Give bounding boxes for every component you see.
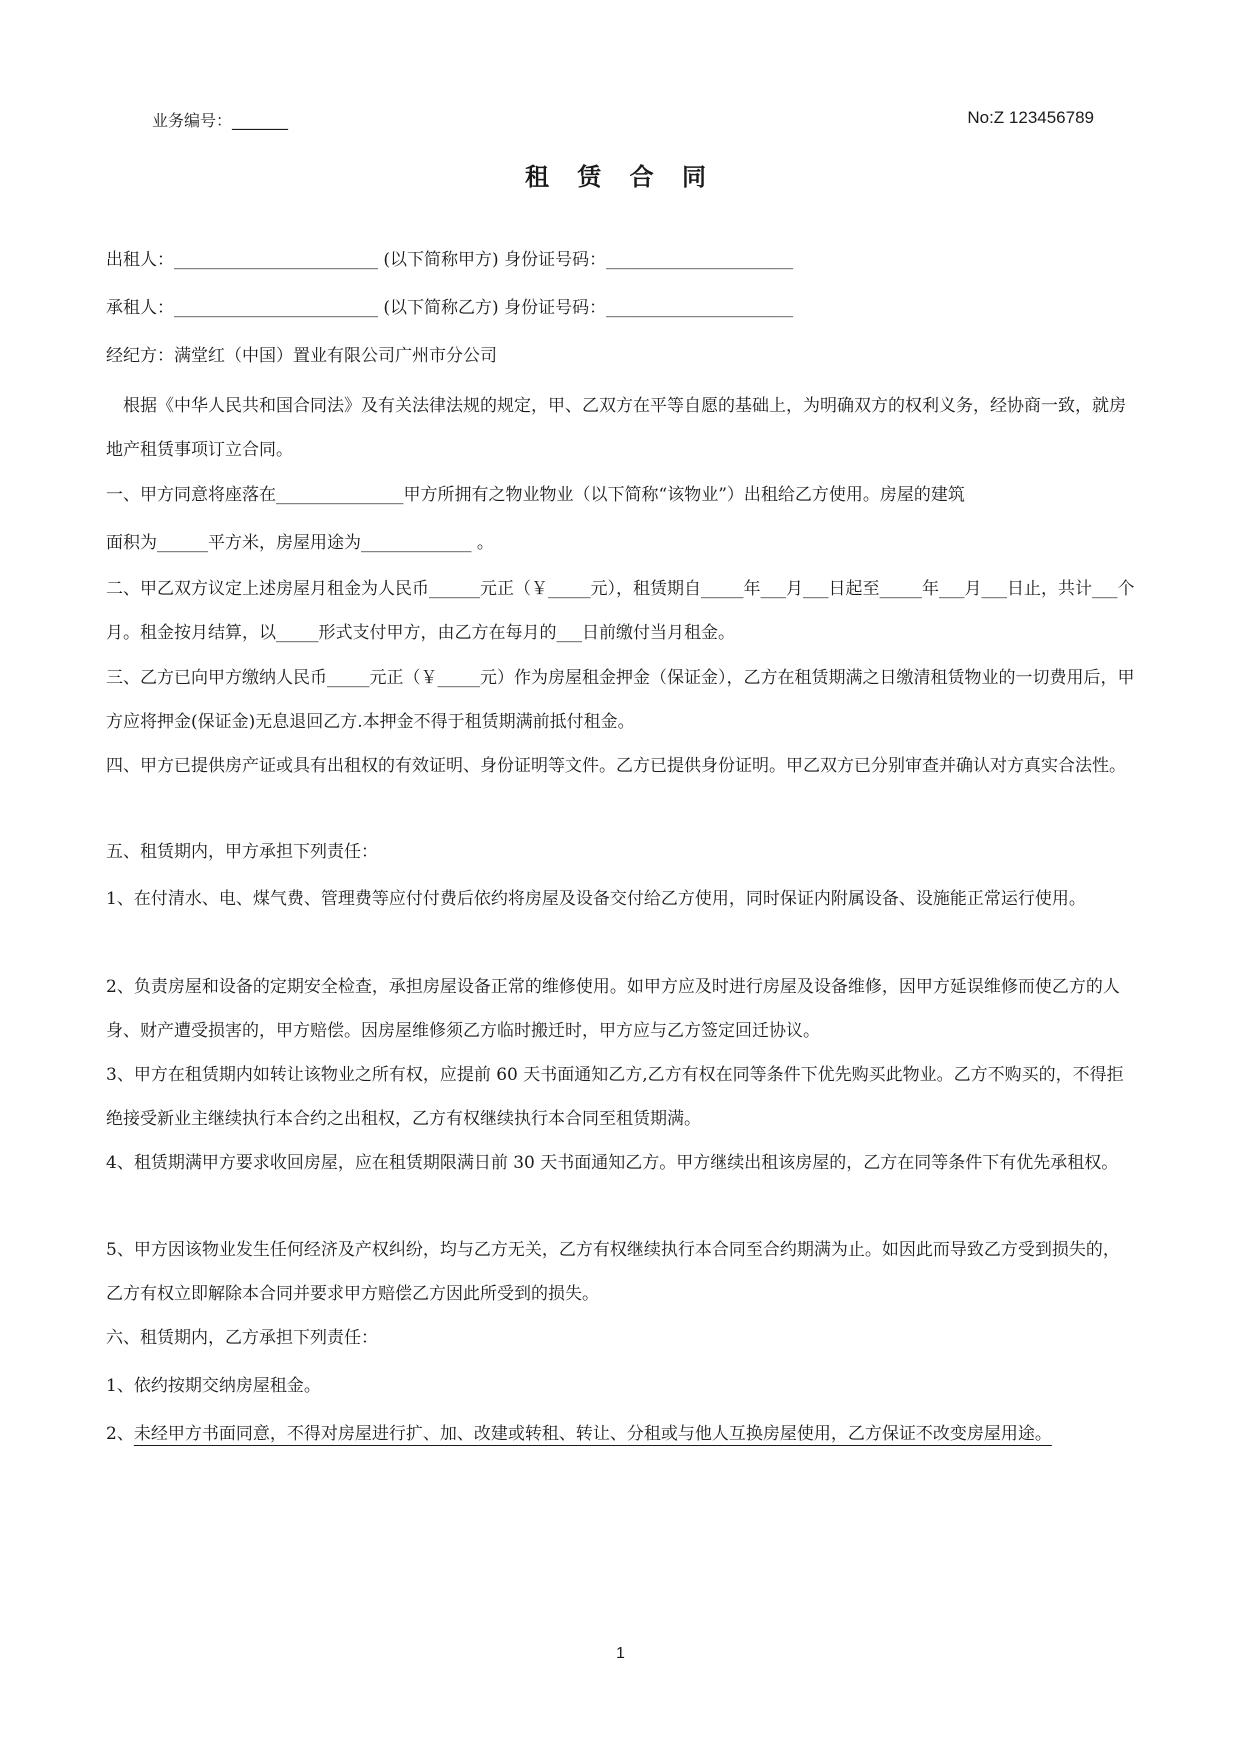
business-number: 业务编号：_______ (152, 111, 289, 130)
page-number: 1 (616, 1645, 625, 1662)
clause-5-heading: 五、租赁期内，甲方承担下列责任： (106, 842, 378, 862)
clause-5-item-2: 2、负责房屋和设备的定期安全检查，承担房屋设备正常的维修使用。如甲方应及时进行房屋及设备维修，因甲方延误维修而使乙方的人身、财产遭受损害的，甲方赔偿。因房屋维修须乙方临时搬迁时，甲方应与乙方签定回迁协议。 (106, 977, 1120, 1041)
lessee-line: 承租人：________________________ (以下简称乙方) 身份证号码：______________________ (106, 298, 794, 318)
clause-6-heading: 六、租赁期内，乙方承担下列责任： (106, 1328, 378, 1348)
clause-6-item-2 (106, 1412, 1136, 1456)
clause-2: 二、甲乙双方议定上述房屋月租金为人民币______元正（￥_____元），租赁期自_____年___月___日起至_____年___月___日止，共计___个月。租金按月结算，以_____形式支付甲方，由乙方在每月的___日前缴付当月租金。 (106, 579, 1135, 643)
clause-5-item-1: 1、在付清水、电、煤气费、管理费等应付付费后依约将房屋及设备交付给乙方使用，同时保证内附属设备、设施能正常运行使用。 (106, 889, 1086, 909)
clause-1-line-2: 面积为______平方米，房屋用途为_____________ 。 (106, 533, 494, 553)
clause-5-item-3: 3、甲方在租赁期内如转让该物业之所有权，应提前 60 天书面通知乙方,乙方有权在同等条件下优先购买此物业。乙方不购买的，不得拒绝接受新业主继续执行本合约之出租权，乙方有权继续执行本合同至租赁期满。 (106, 1065, 1124, 1129)
clause-4: 四、甲方已提供房产证或具有出租权的有效证明、身份证明等文件。乙方已提供身份证明。甲乙双方已分别审查并确认对方真实合法性。 (106, 756, 1126, 776)
clause-1-line-1: 一、甲方同意将座落在_______________甲方所拥有之物业物业（以下简称“该物业”）出租给乙方使用。房屋的建筑 (106, 485, 965, 505)
clause-3: 三、乙方已向甲方缴纳人民币_____元正（￥_____元）作为房屋租金押金（保证金），乙方在租赁期满之日缴清租赁物业的一切费用后，甲方应将押金(保证金)无息退回乙方.本押金不得于租赁期满前抵付租金。 (106, 668, 1135, 732)
clause-5-item-4: 4、租赁期满甲方要求收回房屋，应在租赁期限满日前 30 天书面通知乙方。甲方继续出租该房屋的，乙方在同等条件下有优先承租权。 (106, 1153, 1119, 1173)
clause-6-item-2-prefix: 2、 (106, 1424, 134, 1444)
contract-number: No:Z 123456789 (967, 108, 1094, 127)
document-title: 租 赁 合 同 (524, 163, 717, 191)
agent-line: 经纪方：满堂红（中国）置业有限公司广州市分公司 (106, 346, 497, 366)
clause-6-item-1: 1、依约按期交纳房屋租金。 (106, 1376, 321, 1396)
lessor-line: 出租人：________________________ (以下简称甲方) 身份证号码：______________________ (106, 250, 794, 270)
preamble: 根据《中华人民共和国合同法》及有关法律法规的规定，甲、乙双方在平等自愿的基础上，为明确双方的权利义务，经协商一致，就房地产租赁事项订立合同。 (106, 396, 1126, 460)
clause-6-item-2-text: 未经甲方书面同意，不得对房屋进行扩、加、改建或转租、转让、分租或与他人互换房屋使用，乙方保证不改变房屋用途。 (133, 1424, 1052, 1444)
clause-5-item-5: 5、甲方因该物业发生任何经济及产权纠纷，均与乙方无关，乙方有权继续执行本合同至合约期满为止。如因此而导致乙方受到损失的，乙方有权立即解除本合同并要求甲方赔偿乙方因此所受到的损失。 (106, 1240, 1120, 1304)
